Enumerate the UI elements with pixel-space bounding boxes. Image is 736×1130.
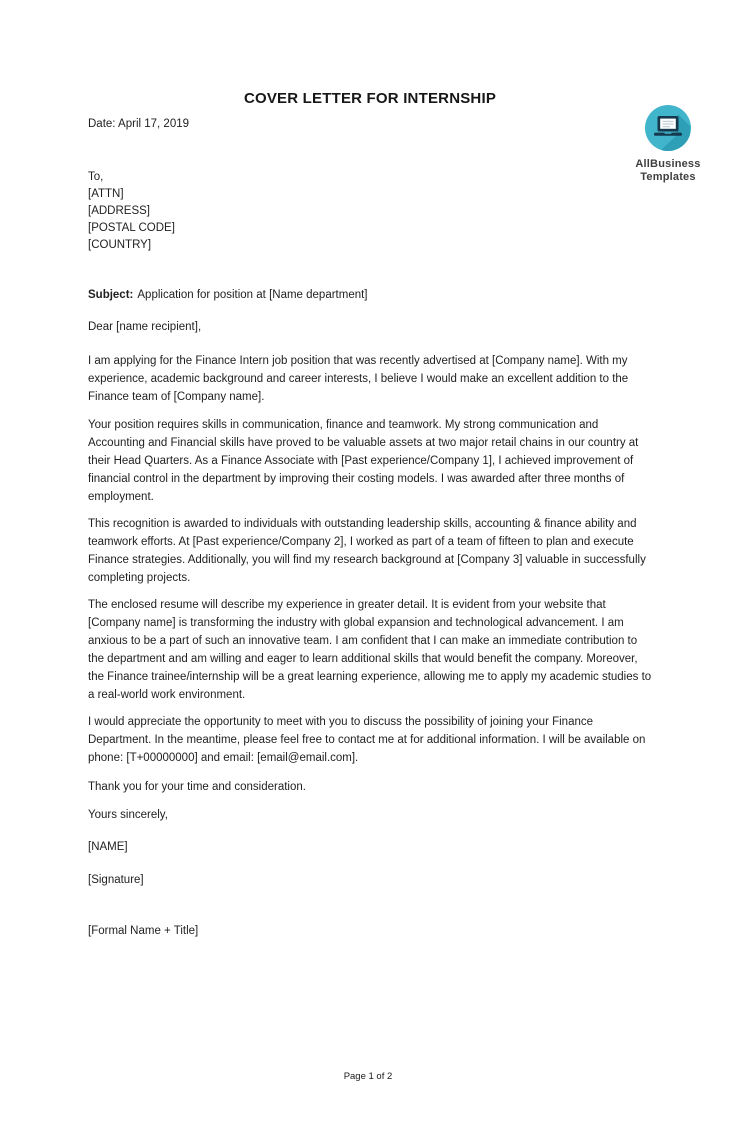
logo-brand-line2: Templates [640,171,696,183]
date-line: Date: April 17, 2019 [88,118,190,130]
paragraph-recognition: This recognition is awarded to individuals with outstanding leadership skills, accounting & finance ability and teamwork efforts. At [Past experience/Company 2], I worked as part of a team of fifteen to plan and execute Finance strategies. Additionally, you will find my research background at [Company 3] valuable in successfully completing projects. [88,518,646,584]
document-page [0,89,736,1130]
recipient-to: To, [88,171,104,183]
name-placeholder: [NAME] [88,841,128,853]
closing-line: Yours sincerely, [88,809,168,821]
paragraph-intro: I am applying for the Finance Intern job position that was recently advertised at [Company name]. With my experience, academic background and career interests, I believe I would make an excellent addition to the Finance team of [Company name]. [88,355,629,403]
recipient-postal-code: [POSTAL CODE] [88,222,175,234]
subject-line [88,286,652,304]
recipient-block [88,169,652,254]
recipient-attn: [ATTN] [88,188,124,200]
thanks-line: Thank you for your time and consideration. [88,781,306,793]
recipient-country: [COUNTRY] [88,239,152,251]
page-number: Page 1 of 2 [343,1071,393,1082]
recipient-address: [ADDRESS] [88,205,150,217]
subject-label: Subject: [88,289,134,301]
paragraph-skills: Your position requires skills in communication, finance and teamwork. My strong communication and Accounting and Financial skills have proved to be valuable assets at two major retail chains in our country at their Head Quarters. As a Finance Associate with [Past experience/Company 1], I achieved improvement of financial control in the department by improving their costing models. I was awarded after three months of employment. [88,419,639,503]
paragraph-contact: I would appreciate the opportunity to meet with you to discuss the possibility of joining your Finance Department. In the meantime, please feel free to contact me at for additional information. I will be available on phone: [T+00000000] and email: [email@email.com]. [88,716,646,764]
page-title: COVER LETTER FOR INTERNSHIP [243,90,497,107]
paragraph-resume: The enclosed resume will describe my experience in greater detail. It is evident from your website that [Company name] is transforming the industry with global expansion and technological advancement. I am anxious to be a part of such an innovative team. I am confident that I can make an immediate contribution to the department and am willing and eager to learn additional skills that would benefit the company. Moreover, the Finance trainee/internship will be a great learning experience, allowing me to apply my academic studies to a real-world work environment. [88,599,652,701]
salutation: Dear [name recipient], [88,321,202,333]
laptop-icon [643,105,693,155]
signature-placeholder: [Signature] [88,874,144,886]
allbusiness-templates-logo [616,105,720,184]
formal-name-placeholder: [Formal Name + Title] [88,925,199,937]
logo-brand-line1: AllBusiness [635,158,701,170]
subject-text: Application for position at [Name department] [137,289,368,301]
